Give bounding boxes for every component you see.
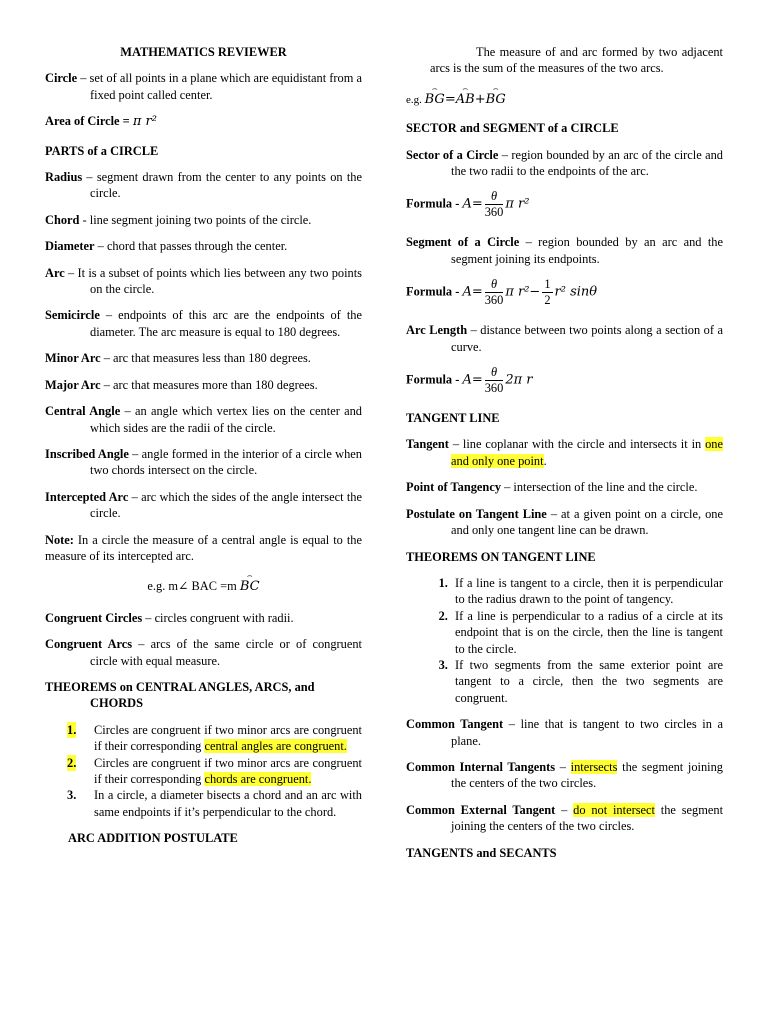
theorems-central-list bbox=[45, 722, 362, 820]
definition-major-arc: Major Arc – arc that measures more than 180 degrees. bbox=[45, 377, 318, 392]
definition-semicircle: Semicircle – endpoints of this arc are the endpoints of the diameter. The arc measure is equal to 180 degrees. bbox=[45, 308, 362, 339]
theorem-item: 1. Circles are congruent if two minor arcs are congruent if their corresponding central angles are congruent. bbox=[67, 722, 362, 754]
left-column bbox=[45, 44, 362, 857]
formula-segment: Formula - A= $\frac{\theta}{360}$ π r²− $\frac{1}{2}$ r² sinθ bbox=[406, 277, 598, 308]
note-example: e.g. m∠ BAC =m ⌢ BC bbox=[45, 578, 362, 595]
definition-central-angle: Central Angle – an angle which vertex lies on the center and which sides are the radii of the circle. bbox=[45, 404, 363, 435]
definition-segment: Segment of a Circle – region bounded by an arc and the segment joining its endpoints. bbox=[406, 235, 724, 266]
definition-postulate-tangent: Postulate on Tangent Line – at a given point on a circle, one and only one tangent line can be drawn. bbox=[406, 506, 724, 538]
theorem-item: 1. If a line is tangent to a circle, then it is perpendicular to the radius drawn to the point of tangency. bbox=[451, 575, 723, 608]
theorems-tangent-list bbox=[406, 575, 723, 706]
area-of-circle: Area of Circle = π r² bbox=[45, 114, 157, 130]
definition-point-of-tangency: Point of Tangency – intersection of the line and the circle. bbox=[406, 480, 698, 495]
parts-heading: PARTS of a CIRCLE bbox=[45, 143, 159, 158]
definition-congruent-arcs: Congruent Arcs – arcs of the same circle or of congruent circle with equal measure. bbox=[45, 637, 362, 668]
theorem-item: 3. If two segments from the same exterior point are tangent to a circle, then the two segments are congruent. bbox=[451, 657, 723, 706]
definition-intercepted-arc: Intercepted Arc – arc which the sides of the angle intersect the circle. bbox=[45, 489, 362, 521]
arc-addition-heading: ARC ADDITION POSTULATE bbox=[68, 831, 238, 846]
arc-addition-example: e.g. ⌢ BG=⌢ AB+⌢ BG bbox=[406, 91, 723, 108]
tangent-heading: TANGENT LINE bbox=[406, 411, 500, 426]
page-title: MATHEMATICS REVIEWER bbox=[120, 45, 287, 59]
theorems-tangent-heading: THEOREMS ON TANGENT LINE bbox=[406, 549, 596, 564]
definition-congruent-circles: Congruent Circles – circles congruent with radii. bbox=[45, 610, 294, 625]
theorems-central-heading: THEOREMS on CENTRAL ANGLES, ARCS, and CHORDS bbox=[45, 679, 315, 711]
definition-inscribed-angle: Inscribed Angle – angle formed in the interior of a circle when two chords intersect on the circle. bbox=[45, 446, 362, 478]
theorem-number: 1. bbox=[67, 722, 77, 737]
arc-addition-text: The measure of and arc formed by two adjacent arcs is the sum of the measures of the two arcs. bbox=[430, 45, 723, 76]
definition-sector: Sector of a Circle – region bounded by an arc of the circle and the two radii to the endpoints of the arc. bbox=[406, 147, 723, 179]
area-formula: π r² bbox=[132, 114, 157, 130]
definition-chord: Chord - line segment joining two points of the circle. bbox=[45, 212, 312, 227]
definition-radius: Radius – segment drawn from the center to any points on the circle. bbox=[45, 170, 362, 201]
definition-arc: Arc – It is a subset of points which lies between any two points on the circle. bbox=[45, 265, 362, 297]
right-column bbox=[406, 44, 723, 871]
definition-common-internal: Common Internal Tangents – intersects the segment joining the centers of the two circles. bbox=[406, 759, 723, 791]
definition-minor-arc: Minor Arc – arc that measures less than 180 degrees. bbox=[45, 351, 311, 366]
theorem-item: 2. If a line is perpendicular to a radius of a circle at its endpoint that is on the circle, then the line is tangent to the circle. bbox=[451, 608, 723, 657]
definition-common-external: Common External Tangent – do not intersect the segment joining the centers of the two circles. bbox=[406, 802, 724, 834]
theorem-item: 2. Circles are congruent if two minor arcs are congruent if their corresponding chords are congruent. bbox=[67, 755, 362, 786]
formula-arc-length: Formula - A= $\frac{\theta}{360}$ 2π r bbox=[406, 365, 533, 396]
sector-heading: SECTOR and SEGMENT of a CIRCLE bbox=[406, 121, 619, 136]
theorem-number: 3. bbox=[67, 788, 77, 803]
secants-heading: TANGENTS and SECANTS bbox=[406, 845, 557, 860]
definition-common-tangent: Common Tangent – line that is tangent to two circles in a plane. bbox=[406, 717, 724, 748]
definition-diameter: Diameter – chord that passes through the center. bbox=[45, 239, 288, 254]
definition-tangent: Tangent – line coplanar with the circle and intersects it in one and only one point. bbox=[406, 437, 723, 468]
definition-circle: Circle – set of all points in a plane which are equidistant from a fixed point called center. bbox=[45, 71, 362, 102]
note: Note: In a circle the measure of a central angle is equal to the measure of its intercepted arc. bbox=[45, 532, 362, 563]
theorem-number: 2. bbox=[67, 755, 77, 770]
formula-sector: Formula - A= $\frac{\theta}{360}$ π r² bbox=[406, 189, 530, 220]
definition-arc-length: Arc Length – distance between two points along a section of a curve. bbox=[406, 323, 723, 354]
arc-bc: ⌢ BC bbox=[240, 579, 260, 595]
theorem-item: 3. In a circle, a diameter bisects a chord and an arc with same endpoints if it’s perpendicular to the chord. bbox=[67, 788, 362, 819]
